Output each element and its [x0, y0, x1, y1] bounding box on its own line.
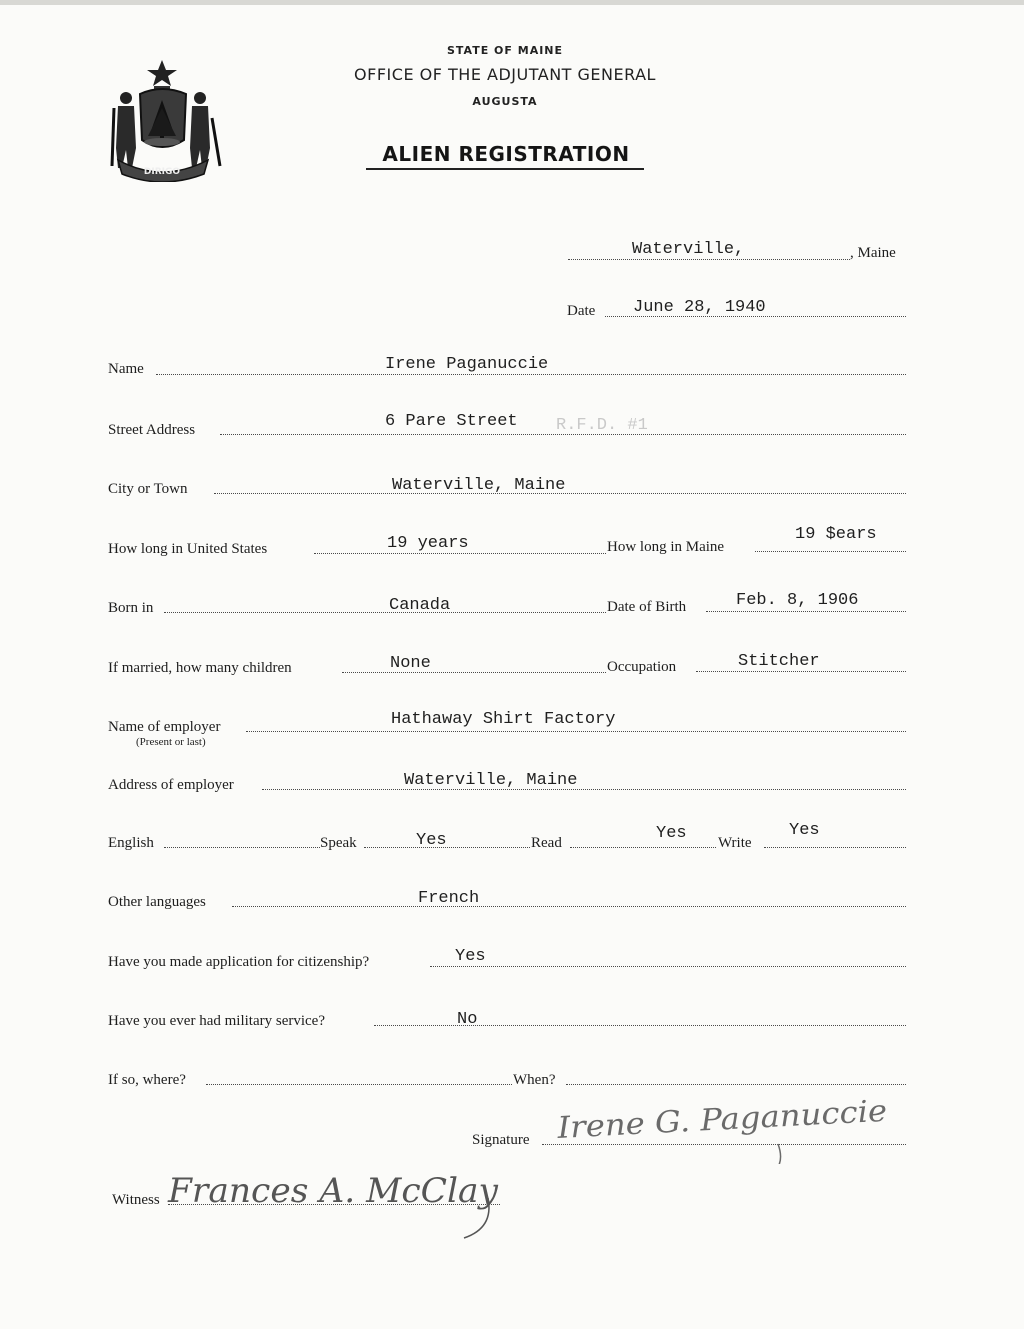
english-label: English [108, 835, 154, 851]
employer-value: Hathaway Shirt Factory [391, 710, 616, 729]
children-label: If married, how many children [108, 660, 292, 676]
seal-motto: DIRIGO [143, 167, 181, 177]
read-value: Yes [656, 824, 687, 843]
employer-sublabel: (Present or last) [136, 736, 206, 748]
employer-address-label: Address of employer [108, 777, 234, 793]
signature-handwriting [548, 1094, 908, 1164]
other-languages-label: Other languages [108, 894, 206, 910]
dob-value: Feb. 8, 1906 [736, 591, 859, 610]
dob-label: Date of Birth [607, 599, 687, 615]
employer-label: Name of employer [108, 719, 221, 735]
read-line [570, 847, 716, 848]
us-duration-value: 19 years [387, 534, 469, 553]
military-value: No [457, 1010, 478, 1029]
witness-handwriting [164, 1158, 514, 1242]
place-value: Waterville, [632, 240, 745, 259]
maine-duration-line [755, 551, 906, 552]
where-label: If so, where? [108, 1072, 186, 1088]
write-label: Write [718, 835, 752, 851]
maine-duration-value: 19 $ears [795, 525, 877, 544]
when-line [566, 1084, 906, 1085]
name-value: Irene Paganuccie [385, 355, 549, 374]
born-line [164, 612, 606, 613]
street-faint-value: R.F.D. #1 [556, 416, 648, 435]
write-value: Yes [789, 821, 820, 840]
city-value: Waterville, Maine [392, 476, 566, 495]
citizenship-value: Yes [455, 947, 486, 966]
write-line [764, 847, 906, 848]
date-value: June 28, 1940 [633, 298, 766, 317]
employer-address-line [262, 789, 906, 790]
signature-label: Signature [472, 1132, 530, 1148]
state-seal-icon [104, 58, 224, 182]
occupation-value: Stitcher [738, 652, 820, 671]
signature-text: Irene G. Paganuccie [556, 1095, 864, 1146]
city-label: City or Town [108, 481, 188, 497]
title-underline [366, 168, 644, 170]
where-line [206, 1084, 512, 1085]
military-label: Have you ever had military service? [108, 1013, 325, 1029]
place-suffix: , Maine [850, 245, 896, 261]
born-value: Canada [389, 596, 451, 615]
citizenship-label: Have you made application for citizenship? [108, 954, 370, 970]
speak-label: Speak [320, 835, 357, 851]
other-languages-value: French [418, 889, 480, 908]
street-label: Street Address [108, 422, 196, 438]
form-title: ALIEN REGISTRATION [382, 142, 630, 166]
scan-edge [0, 0, 1024, 5]
name-label: Name [108, 361, 144, 377]
other-languages-line [232, 906, 906, 907]
occupation-label: Occupation [607, 659, 677, 675]
street-value: 6 Pare Street [385, 412, 518, 431]
dob-line [706, 611, 906, 612]
citizenship-line [430, 966, 906, 967]
header-city: AUGUSTA [472, 95, 538, 108]
employer-line [246, 731, 906, 732]
speak-line [364, 847, 530, 848]
header-office: OFFICE OF THE ADJUTANT GENERAL [354, 65, 656, 84]
header-state: STATE OF MAINE [446, 44, 564, 57]
us-duration-label: How long in United States [108, 541, 268, 557]
when-label: When? [513, 1072, 556, 1088]
place-line [568, 259, 850, 260]
born-label: Born in [108, 600, 154, 616]
witness-label: Witness [112, 1192, 160, 1208]
witness-text: Frances A. McClay [166, 1171, 499, 1211]
speak-value: Yes [416, 831, 447, 850]
read-label: Read [531, 835, 562, 851]
name-line [156, 374, 906, 375]
date-label: Date [567, 303, 596, 319]
military-line [374, 1025, 906, 1026]
us-duration-line [314, 553, 606, 554]
employer-address-value: Waterville, Maine [404, 771, 578, 790]
english-line [164, 847, 320, 848]
children-line [342, 672, 606, 673]
children-value: None [390, 654, 431, 673]
maine-duration-label: How long in Maine [607, 539, 725, 555]
occupation-line [696, 671, 906, 672]
